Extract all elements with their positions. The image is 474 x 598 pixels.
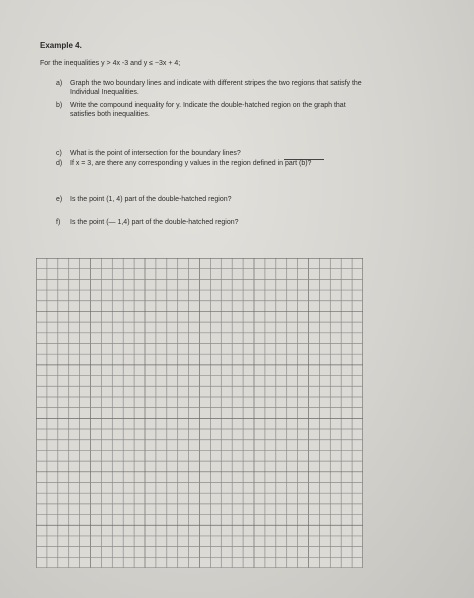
question-c-text: What is the point of intersection for the boundary lines? [70, 150, 241, 157]
question-e-text: Is the point (1, 4) part of the double-hatched region? [70, 196, 232, 203]
question-b-label: b) [56, 102, 63, 109]
question-c [56, 150, 241, 157]
question-a-text-line2: Individual Inequalities. [70, 89, 139, 96]
example-heading: Example 4. [40, 41, 82, 50]
intro-inequalities: For the inequalities y > 4x -3 and y ≤ −3x + 4; [40, 60, 181, 67]
question-e-label: e) [56, 196, 63, 203]
graph-paper-grid[interactable] [36, 258, 363, 568]
question-e [56, 196, 232, 203]
question-c-label: c) [56, 150, 62, 157]
question-b-text-line2: satisfies both inequalities. [70, 111, 150, 118]
question-b-text-line1: Write the compound inequality for y. Indicate the double-hatched region on the graph that [70, 102, 346, 109]
question-f-label: f) [56, 219, 61, 226]
question-a-label: a) [56, 80, 63, 87]
question-f-text: Is the point (— 1,4) part of the double-hatched region? [70, 219, 239, 226]
question-f [56, 219, 239, 226]
question-a [56, 80, 362, 87]
question-b [56, 102, 346, 109]
question-d-label: d) [56, 160, 63, 167]
question-a-text-line1: Graph the two boundary lines and indicate with different stripes the two regions that satisfy the [70, 80, 362, 87]
question-d-text: If x = 3, are there any corresponding y values in the region defined in part (b)? [70, 160, 312, 167]
question-d [56, 160, 311, 167]
